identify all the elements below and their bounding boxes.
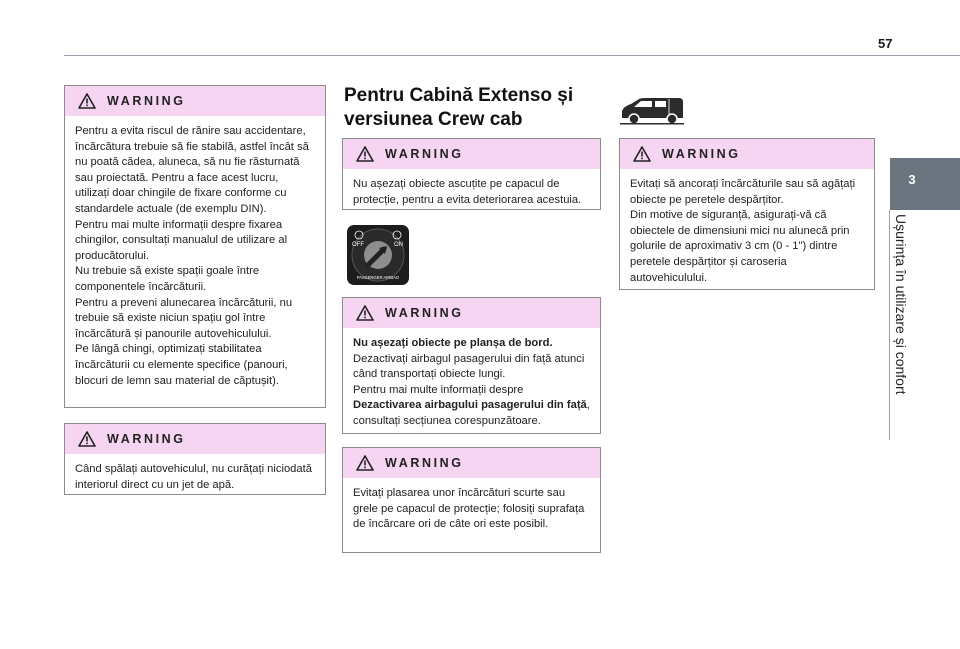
warning-paragraph: Pentru mai multe informații despre fixarea chingilor, consultați manualul de utilizare al producătorului. (75, 218, 288, 262)
warning-header (620, 139, 874, 169)
warning-header (65, 424, 325, 454)
warning-title: WARNING (662, 147, 741, 161)
chapter-number: 3 (908, 172, 916, 187)
warning-box-sharp-objects (342, 138, 601, 210)
warning-title: WARNING (385, 147, 464, 161)
warning-title: WARNING (107, 94, 186, 108)
airbag-off-label: OFF (352, 242, 364, 248)
warning-box-washing (64, 423, 326, 495)
airbag-on-label: ON (394, 242, 403, 248)
chapter-divider (889, 210, 890, 440)
warning-bold-text: Nu așezați obiecte pe planșa de bord. (353, 337, 553, 349)
chapter-title: Ușurința în utilizare și confort (893, 214, 909, 395)
warning-title: WARNING (385, 456, 464, 470)
warning-paragraph: Evitați plasarea unor încărcături scurte sau grele pe capacul de protecție; folosiți suprafața de încărcare ori de câte ori este posibil. (353, 487, 585, 531)
warning-header (343, 139, 600, 169)
warning-body (65, 454, 325, 501)
warning-paragraph (353, 383, 590, 430)
warning-text: Pentru mai multe informații despre (353, 383, 524, 396)
top-divider (64, 55, 960, 56)
warning-body (620, 169, 874, 294)
warning-paragraph: Pentru a evita riscul de rănire sau accidentare, încărcătura trebuie să fie stabilă, astfel încât să nu poată cădea, aluneca, să nu fie răsturnată sau proiectată. Pentru a face acest lucru, utilizați doar chingile de fixare conforme cu standardele actuale (de exemplu DIN). (75, 125, 309, 215)
warning-box-dashboard (342, 297, 601, 434)
warning-box-short-heavy-loads (342, 447, 601, 553)
airbag-ring-text: PASSENGER AIRBAG (356, 275, 400, 280)
warning-body (343, 328, 600, 438)
warning-header (65, 86, 325, 116)
warning-paragraph: Nu așezați obiecte ascuțite pe capacul de protecție, pentru a evita deteriorarea acestuia. (353, 178, 582, 206)
warning-triangle-icon (78, 93, 96, 109)
chapter-tab[interactable] (890, 158, 960, 210)
warning-triangle-icon (633, 146, 651, 162)
warning-text: Dezactivați airbagul pasagerului din față atunci când transportați obiecte lungi. (353, 352, 585, 381)
warning-triangle-icon (78, 431, 96, 447)
warning-triangle-icon (356, 146, 374, 162)
section-title: Pentru Cabină Extenso și versiunea Crew cab (344, 85, 574, 130)
warning-paragraph: Pentru a preveni alunecarea încărcăturii, nu trebuie să existe niciun spațiu gol între încărcătură și panourile autovehiculului. (75, 296, 293, 340)
van-icon (619, 96, 685, 126)
warning-paragraph: Când spălați autovehiculul, nu curățați niciodată interiorul direct cu un jet de apă. (75, 463, 312, 491)
warning-paragraph: Din motive de siguranță, asigurați-vă că obiectele de dimensiuni mici nu alunecă prin golurile de aproximativ 3 cm (0 - 1") dintre peretele despărțitor și caroseria autovehiculului. (630, 209, 850, 284)
warning-header (343, 298, 600, 328)
warning-body (343, 169, 600, 216)
warning-text: , consultați secțiunea corespunzătoare. (353, 399, 590, 427)
warning-box-partition (619, 138, 875, 290)
warning-paragraph (353, 336, 590, 383)
warning-body (343, 478, 600, 541)
warning-paragraph: Evitați să ancorați încărcăturile sau să agățați obiecte pe peretele despărțitor. (630, 178, 856, 206)
warning-title: WARNING (107, 432, 186, 446)
warning-title: WARNING (385, 306, 464, 320)
warning-paragraph: Nu trebuie să existe spații goale între componentele încărcăturii. (75, 265, 260, 293)
airbag-switch-icon (347, 225, 409, 285)
warning-header (343, 448, 600, 478)
warning-body (65, 116, 325, 397)
warning-link-text: Dezactivarea airbagului pasagerului din față (353, 399, 587, 412)
warning-triangle-icon (356, 305, 374, 321)
warning-box-load-securing (64, 85, 326, 408)
warning-triangle-icon (356, 455, 374, 471)
page-number: 57 (878, 36, 893, 51)
warning-paragraph: Pe lângă chingi, optimizați stabilitatea încărcăturii cu elemente specifice (panouri, blocuri de lemn sau material de căptușit). (75, 343, 288, 387)
